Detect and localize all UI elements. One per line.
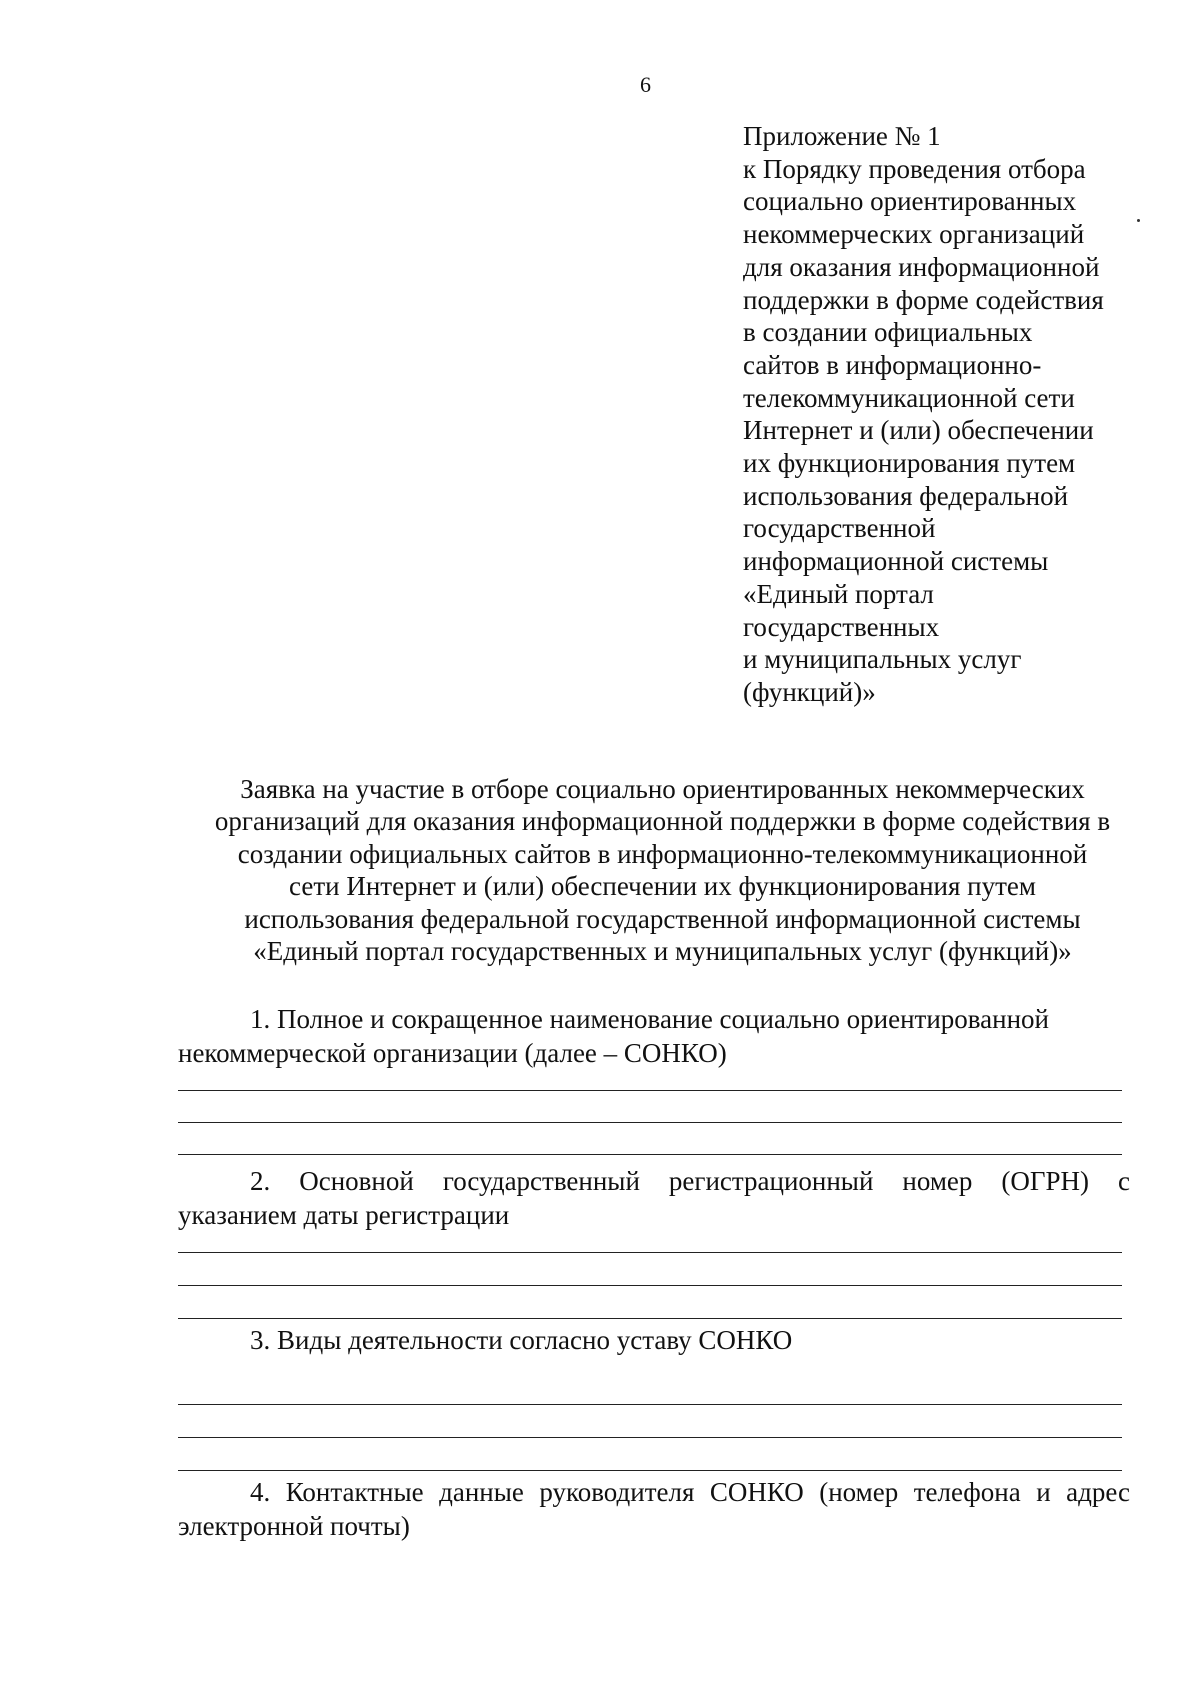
item-label: 4. Контактные данные руководителя СОНКО (номер телефона и адрес xyxy=(250,1477,1130,1507)
form-item-ogrn xyxy=(178,1164,1130,1232)
appendix-line: социально ориентированных xyxy=(743,186,1077,217)
title-line: создании официальных сайтов в информационно-телекоммуникационной xyxy=(237,838,1088,869)
appendix-note xyxy=(743,120,1163,709)
appendix-line: (функций)» xyxy=(743,676,876,707)
fill-in-line[interactable] xyxy=(178,1090,1122,1091)
fill-in-line[interactable] xyxy=(178,1154,1122,1155)
item-label-continuation: электронной почты) xyxy=(178,1511,410,1541)
item-label: 3. Виды деятельности согласно уставу СОНКО xyxy=(250,1325,793,1355)
appendix-line: к Порядку проведения отбора xyxy=(743,153,1086,184)
title-line: организаций для оказания информационной поддержки в форме содействия в xyxy=(214,806,1111,837)
appendix-line: и муниципальных услуг xyxy=(743,644,1022,675)
appendix-line: поддержки в форме содействия xyxy=(743,284,1104,315)
form-item-activities xyxy=(178,1323,1130,1357)
appendix-line: телекоммуникационной сети xyxy=(743,382,1075,413)
title-line: сети Интернет и (или) обеспечении их функционирования путем xyxy=(289,871,1036,902)
form-item-contacts xyxy=(178,1475,1130,1543)
page-number: 6 xyxy=(640,72,651,97)
form-item-organization-name xyxy=(178,1002,1130,1070)
application-title xyxy=(170,773,1155,967)
fill-in-line[interactable] xyxy=(178,1285,1122,1286)
title-line: Заявка на участие в отборе социально ориентированных некоммерческих xyxy=(240,774,1085,804)
fill-in-line[interactable] xyxy=(178,1252,1122,1253)
fill-in-line[interactable] xyxy=(178,1404,1122,1405)
item-label-continuation: некоммерческой организации (далее – СОНКО) xyxy=(178,1038,727,1068)
fill-in-line[interactable] xyxy=(178,1318,1122,1319)
appendix-line: Приложение № 1 xyxy=(743,121,941,151)
item-label: 1. Полное и сокращенное наименование социально ориентированной xyxy=(250,1004,1050,1034)
appendix-line: использования федеральной xyxy=(743,480,1069,511)
appendix-line: сайтов в информационно- xyxy=(743,349,1042,380)
appendix-line: информационной системы xyxy=(743,546,1049,577)
item-label-continuation: указанием даты регистрации xyxy=(178,1200,510,1230)
title-line: использования федеральной государственной информационной системы xyxy=(244,903,1081,934)
appendix-line: в создании официальных xyxy=(743,317,1033,348)
appendix-line: «Единый портал xyxy=(743,578,934,609)
appendix-line: Интернет и (или) обеспечении xyxy=(743,415,1094,446)
item-label: 2. Основной государственный регистрационный номер (ОГРН) с xyxy=(250,1166,1130,1196)
title-line: «Единый портал государственных и муниципальных услуг (функций)» xyxy=(253,936,1072,967)
appendix-line: государственной xyxy=(743,513,936,544)
fill-in-line[interactable] xyxy=(178,1122,1122,1123)
appendix-line: для оказания информационной xyxy=(743,251,1100,282)
fill-in-line[interactable] xyxy=(178,1470,1122,1471)
appendix-line: их функционирования путем xyxy=(743,448,1076,479)
appendix-line: некоммерческих организаций xyxy=(743,219,1085,250)
fill-in-line[interactable] xyxy=(178,1437,1122,1438)
appendix-line: государственных xyxy=(743,611,940,642)
